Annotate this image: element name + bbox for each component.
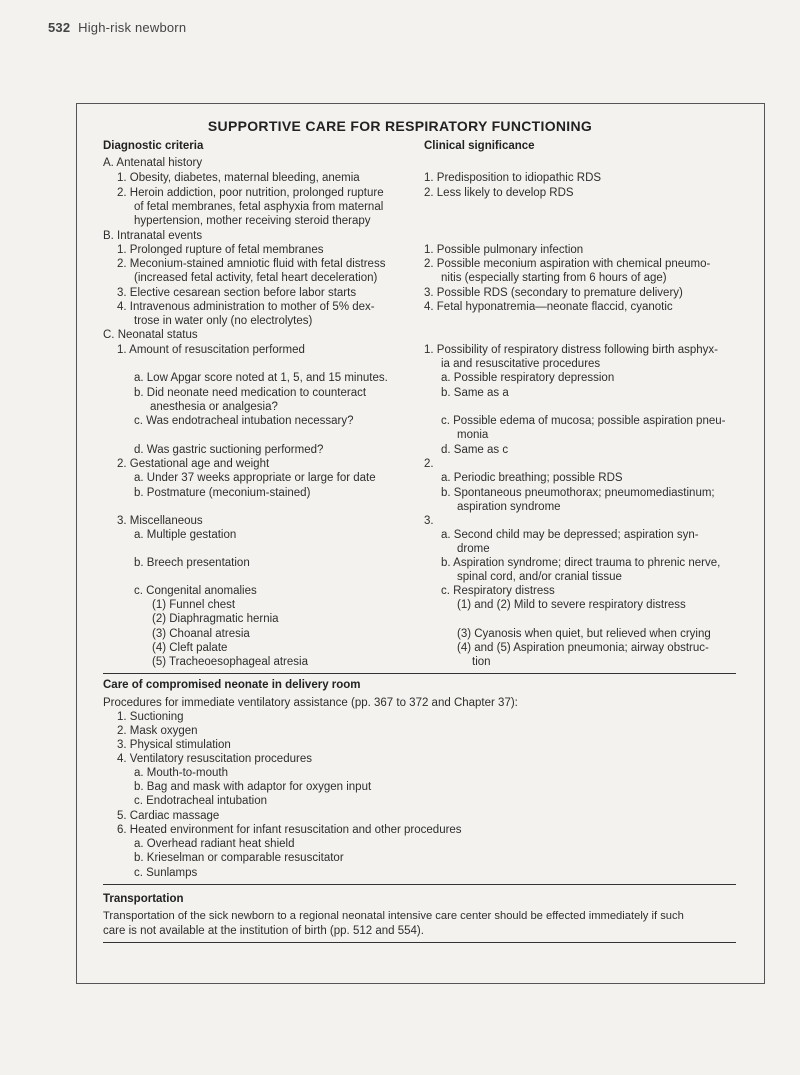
- right-line: 1. Possibility of respiratory distress following birth asphyx-: [424, 344, 719, 356]
- column-heading-diagnostic: Diagnostic criteria: [103, 140, 204, 152]
- right-line: b. Same as a: [441, 387, 509, 399]
- care-line: 6. Heated environment for infant resuscitation and other procedures: [117, 824, 462, 836]
- left-line: 3. Miscellaneous: [117, 515, 203, 527]
- left-line: (1) Funnel chest: [152, 599, 236, 611]
- right-line: a. Periodic breathing; possible RDS: [441, 472, 623, 484]
- right-line: 1. Possible pulmonary infection: [424, 244, 584, 256]
- left-line: a. Multiple gestation: [134, 529, 237, 541]
- left-line: (increased fetal activity, fetal heart deceleration): [134, 272, 378, 284]
- right-line: 3. Possible RDS (secondary to premature delivery): [424, 287, 683, 299]
- transport-heading: Transportation: [103, 893, 184, 905]
- left-line: 2. Gestational age and weight: [117, 458, 270, 470]
- left-line: 1. Obesity, diabetes, maternal bleeding, anemia: [117, 172, 360, 184]
- left-line: d. Was gastric suctioning performed?: [134, 444, 324, 456]
- transport-line: Transportation of the sick newborn to a regional neonatal intensive care center should be effected immediately if such: [103, 910, 684, 922]
- care-line: c. Sunlamps: [134, 867, 198, 879]
- left-line: (5) Tracheoesophageal atresia: [152, 656, 308, 668]
- right-line: spinal cord, and/or cranial tissue: [457, 571, 622, 583]
- left-line: b. Postmature (meconium-stained): [134, 487, 311, 499]
- left-line: (4) Cleft palate: [152, 642, 228, 654]
- right-line: aspiration syndrome: [457, 501, 561, 513]
- left-line: 3. Elective cesarean section before labor starts: [117, 287, 357, 299]
- left-line: 1. Prolonged rupture of fetal membranes: [117, 244, 324, 256]
- right-line: 1. Predisposition to idiopathic RDS: [424, 172, 602, 184]
- left-line: 1. Amount of resuscitation performed: [117, 344, 305, 356]
- care-line: 5. Cardiac massage: [117, 810, 220, 822]
- right-line: d. Same as c: [441, 444, 509, 456]
- right-line: c. Respiratory distress: [441, 585, 555, 597]
- section-divider: [103, 673, 736, 674]
- left-line: 4. Intravenous administration to mother of 5% dex-: [117, 301, 375, 313]
- left-line: A. Antenatal history: [103, 157, 203, 169]
- right-line: c. Possible edema of mucosa; possible aspiration pneu-: [441, 415, 726, 427]
- right-line: 4. Fetal hyponatremia—neonate flaccid, cyanotic: [424, 301, 673, 313]
- care-line: a. Overhead radiant heat shield: [134, 838, 295, 850]
- section-divider: [103, 884, 736, 885]
- right-line: a. Second child may be depressed; aspiration syn-: [441, 529, 699, 541]
- left-line: anesthesia or analgesia?: [150, 401, 278, 413]
- page-number: 532: [48, 20, 71, 35]
- right-line: ia and resuscitative procedures: [441, 358, 601, 370]
- right-line: monia: [457, 429, 489, 441]
- left-line: 2. Heroin addiction, poor nutrition, prolonged rupture: [117, 187, 384, 199]
- care-line: 2. Mask oxygen: [117, 725, 198, 737]
- right-line: 2. Less likely to develop RDS: [424, 187, 574, 199]
- left-line: c. Congenital anomalies: [134, 585, 257, 597]
- right-line: b. Aspiration syndrome; direct trauma to phrenic nerve,: [441, 557, 721, 569]
- care-line: Procedures for immediate ventilatory assistance (pp. 367 to 372 and Chapter 37):: [103, 697, 518, 709]
- left-line: trose in water only (no electrolytes): [134, 315, 313, 327]
- left-line: 2. Meconium-stained amniotic fluid with fetal distress: [117, 258, 386, 270]
- table-title: SUPPORTIVE CARE FOR RESPIRATORY FUNCTIONING: [207, 118, 593, 134]
- care-line: 1. Suctioning: [117, 711, 184, 723]
- left-line: b. Did neonate need medication to counteract: [134, 387, 367, 399]
- right-line: tion: [472, 656, 491, 668]
- left-line: (3) Choanal atresia: [152, 628, 250, 640]
- running-title: High-risk newborn: [78, 20, 187, 35]
- left-line: of fetal membranes, fetal asphyxia from maternal: [134, 201, 384, 213]
- left-line: c. Was endotracheal intubation necessary?: [134, 415, 354, 427]
- right-line: a. Possible respiratory depression: [441, 372, 615, 384]
- left-line: a. Under 37 weeks appropriate or large for date: [134, 472, 376, 484]
- left-line: hypertension, mother receiving steroid therapy: [134, 215, 371, 227]
- care-line: 4. Ventilatory resuscitation procedures: [117, 753, 312, 765]
- care-heading: Care of compromised neonate in delivery room: [103, 679, 361, 691]
- care-line: a. Mouth-to-mouth: [134, 767, 228, 779]
- left-line: C. Neonatal status: [103, 329, 198, 341]
- left-line: (2) Diaphragmatic hernia: [152, 613, 279, 625]
- right-line: (1) and (2) Mild to severe respiratory distress: [457, 599, 686, 611]
- column-heading-clinical: Clinical significance: [424, 140, 535, 152]
- left-line: b. Breech presentation: [134, 557, 250, 569]
- right-line: nitis (especially starting from 6 hours of age): [441, 272, 667, 284]
- left-line: B. Intranatal events: [103, 230, 203, 242]
- care-line: c. Endotracheal intubation: [134, 795, 267, 807]
- right-line: (3) Cyanosis when quiet, but relieved when crying: [457, 628, 711, 640]
- running-header: [48, 20, 186, 35]
- right-line: 2. Possible meconium aspiration with chemical pneumo-: [424, 258, 711, 270]
- right-line: 2.: [424, 458, 434, 470]
- transport-line: care is not available at the institution of birth (pp. 512 and 554).: [103, 925, 424, 937]
- right-line: b. Spontaneous pneumothorax; pneumomediastinum;: [441, 487, 715, 499]
- left-line: a. Low Apgar score noted at 1, 5, and 15 minutes.: [134, 372, 388, 384]
- right-line: (4) and (5) Aspiration pneumonia; airway obstruc-: [457, 642, 709, 654]
- right-line: 3.: [424, 515, 434, 527]
- care-line: 3. Physical stimulation: [117, 739, 231, 751]
- section-divider: [103, 942, 736, 943]
- right-line: drome: [457, 543, 490, 555]
- care-line: b. Bag and mask with adaptor for oxygen input: [134, 781, 372, 793]
- care-line: b. Krieselman or comparable resuscitator: [134, 852, 344, 864]
